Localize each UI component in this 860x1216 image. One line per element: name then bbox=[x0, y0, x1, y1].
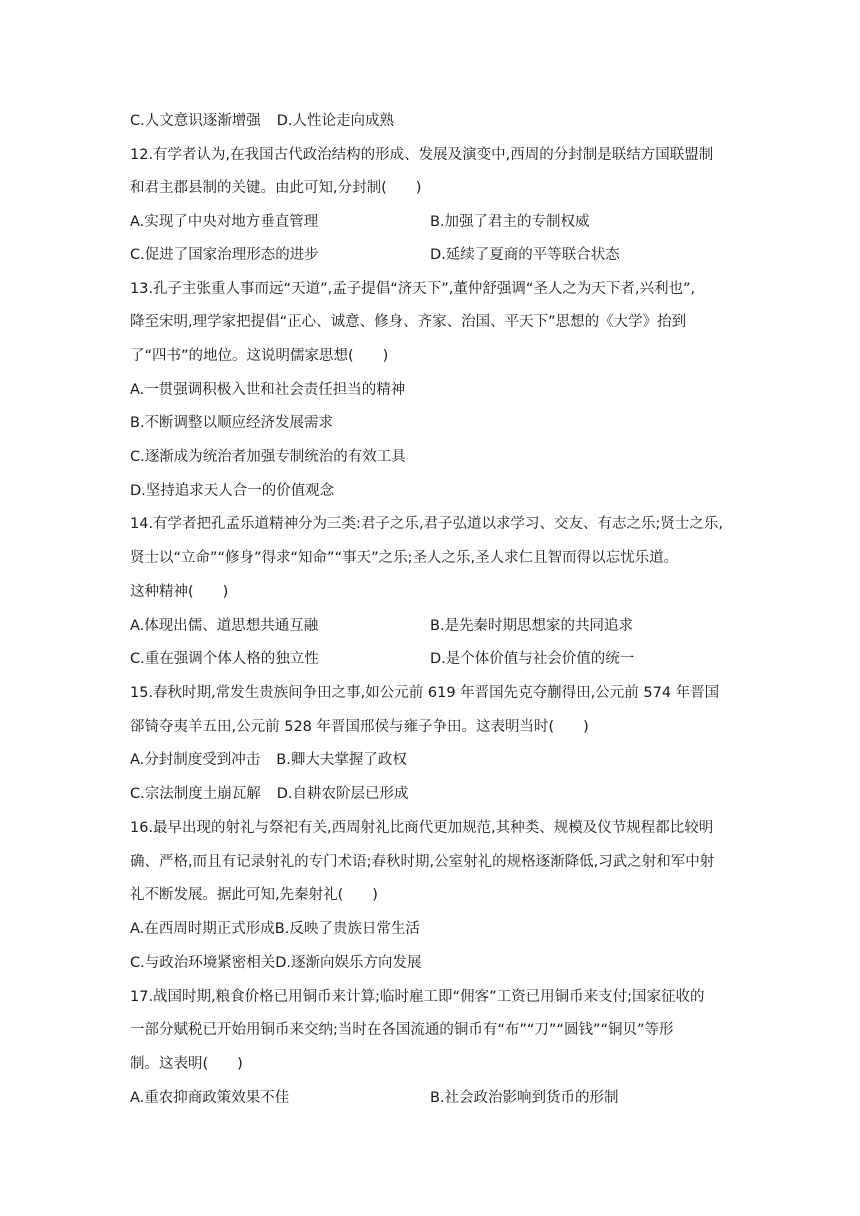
q14-options-ab bbox=[130, 616, 730, 636]
q15-stem-line2: 郤锜夺夷羊五田,公元前 528 年晋国邢侯与雍子争田。这表明当时( ) bbox=[130, 719, 589, 735]
q12-option-b[interactable]: B.加强了君主的专制权威 bbox=[430, 214, 590, 230]
q13-option-d[interactable]: D.坚持追求天人合一的价值观念 bbox=[130, 483, 335, 499]
q17-options-ab bbox=[130, 1088, 730, 1108]
q16-stem-line1: 16.最早出现的射礼与祭祀有关,西周射礼比商代更加规范,其种类、规模及仪节规程都比较明 bbox=[130, 820, 714, 836]
q14-option-c[interactable]: C.重在强调个体人格的独立性 bbox=[130, 651, 319, 667]
q16-stem-line3: 礼不断发展。据此可知,先秦射礼( ) bbox=[130, 887, 378, 903]
q12-option-c[interactable]: C.促进了国家治理形态的进步 bbox=[130, 247, 319, 263]
q12-option-d[interactable]: D.延续了夏商的平等联合状态 bbox=[430, 247, 620, 263]
q14-option-d[interactable]: D.是个体价值与社会价值的统一 bbox=[430, 651, 635, 667]
q11-option-c[interactable]: C.人文意识逐渐增强 bbox=[130, 113, 261, 129]
q12-option-a[interactable]: A.实现了中央对地方垂直管理 bbox=[130, 214, 319, 230]
q14-option-a[interactable]: A.体现出儒、道思想共通互融 bbox=[130, 618, 319, 634]
q16-options-cd[interactable]: C.与政治环境紧密相关D.逐渐向娱乐方向发展 bbox=[130, 955, 422, 971]
q17-stem-line3: 制。这表明( ) bbox=[130, 1056, 243, 1072]
q13-option-c[interactable]: C.逐渐成为统治者加强专制统治的有效工具 bbox=[130, 449, 406, 465]
q16-options-ab[interactable]: A.在西周时期正式形成B.反映了贵族日常生活 bbox=[130, 921, 420, 937]
q13-stem-line3: 了“四书”的地位。这说明儒家思想( ) bbox=[130, 348, 389, 364]
q17-option-b[interactable]: B.社会政治影响到货币的形制 bbox=[430, 1090, 619, 1106]
q12-stem-line1: 12.有学者认为,在我国古代政治结构的形成、发展及演变中,西周的分封制是联结方国联盟制 bbox=[130, 147, 714, 163]
q15-stem-line1: 15.春秋时期,常发生贵族间争田之事,如公元前 619 年晋国先克夺蒯得田,公元前 574 年晋国 bbox=[130, 685, 720, 701]
q15-options-ab bbox=[130, 750, 407, 770]
q14-options-cd bbox=[130, 649, 730, 669]
q13-option-b[interactable]: B.不断调整以顺应经济发展需求 bbox=[130, 415, 334, 431]
q15-option-c[interactable]: C.宗法制度土崩瓦解 bbox=[130, 786, 261, 802]
q13-option-a[interactable]: A.一贯强调积极入世和社会责任担当的精神 bbox=[130, 382, 406, 398]
q14-option-b[interactable]: B.是先秦时期思想家的共同追求 bbox=[430, 618, 634, 634]
q14-stem-line2: 贤士以“立命”“修身”得求“知命”“事天”之乐;圣人之乐,圣人求仁且智而得以忘忧乐道。 bbox=[130, 550, 679, 566]
q17-stem-line2: 一部分赋税已开始用铜币来交纳;当时在各国流通的铜币有“布”“刀”“圆钱”“铜贝”等形 bbox=[130, 1022, 674, 1038]
q11-options-cd bbox=[130, 111, 394, 131]
q15-option-a[interactable]: A.分封制度受到冲击 bbox=[130, 752, 261, 768]
q17-stem-line1: 17.战国时期,粮食价格已用铜币来计算;临时雇工即“佣客”工资已用铜币来支付;国家征收的 bbox=[130, 989, 705, 1005]
q15-option-b[interactable]: B.卿大夫掌握了政权 bbox=[276, 752, 407, 768]
q17-option-a[interactable]: A.重农抑商政策效果不佳 bbox=[130, 1090, 290, 1106]
q12-options-cd bbox=[130, 245, 730, 265]
q12-options-ab bbox=[130, 212, 730, 232]
q14-stem-line1: 14.有学者把孔孟乐道精神分为三类:君子之乐,君子弘道以求学习、交友、有志之乐;贤士之乐, bbox=[130, 516, 724, 532]
q15-option-d[interactable]: D.自耕农阶层已形成 bbox=[276, 786, 409, 802]
q13-stem-line1: 13.孔子主张重人事而远“天道”,孟子提倡“济天下”,董仲舒强调“圣人之为天下者,兴利也”, bbox=[130, 281, 696, 297]
q15-options-cd bbox=[130, 784, 409, 804]
q13-stem-line2: 降至宋明,理学家把提倡“正心、诚意、修身、齐家、治国、平天下”思想的《大学》抬到 bbox=[130, 314, 687, 330]
q16-stem-line2: 确、严格,而且有记录射礼的专门术语;春秋时期,公室射礼的规格逐渐降低,习武之射和军中射 bbox=[130, 854, 715, 870]
q14-stem-line3: 这种精神( ) bbox=[130, 584, 229, 600]
q11-option-d[interactable]: D.人性论走向成熟 bbox=[276, 113, 395, 129]
q12-stem-line2: 和君主郡县制的关键。由此可知,分封制( ) bbox=[130, 180, 422, 196]
